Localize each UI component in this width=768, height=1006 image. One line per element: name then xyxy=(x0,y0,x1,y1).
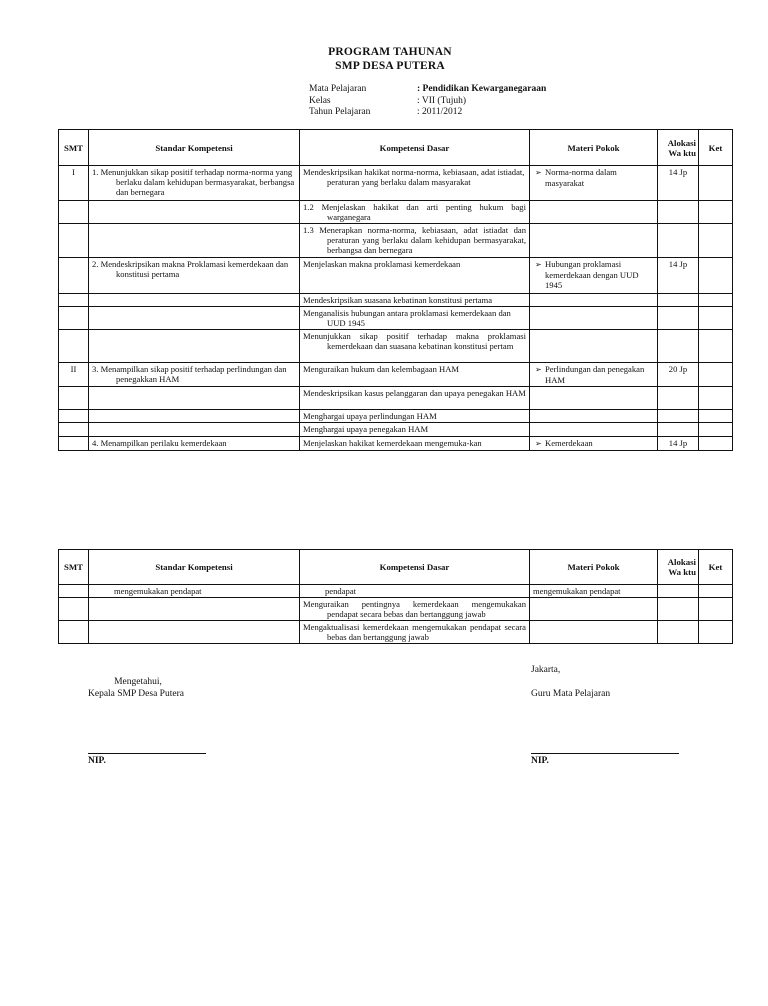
table-row xyxy=(59,201,733,224)
header-kompetensi-dasar: Kompetensi Dasar xyxy=(300,130,530,166)
cell-smt: I xyxy=(59,166,89,201)
cell-kd: Mendeskripsikan kasus pelanggaran dan upaya penegakan HAM xyxy=(300,387,530,410)
meta-year-value: : 2011/2012 xyxy=(417,107,463,117)
cell-sk: 3. Menampilkan sikap positif terhadap perlindungan dan penegakkan HAM xyxy=(89,363,300,387)
meta-year-label: Tahun Pelajaran xyxy=(309,107,371,117)
cell-mp: ➢ Kemerdekaan xyxy=(530,437,658,451)
table-row xyxy=(59,437,733,451)
meta-class-label: Kelas xyxy=(309,95,331,106)
meta-subject-value: : Pendidikan Kewarganegaraan xyxy=(417,84,547,94)
table-row xyxy=(59,307,733,330)
cell-kd: Mengaktualisasi kemerdekaan mengemukakan pendapat secara bebas dan bertanggung jawab xyxy=(300,621,530,644)
header-materi-pokok: Materi Pokok xyxy=(530,550,658,585)
signature-left-title: Kepala SMP Desa Putera xyxy=(88,689,184,699)
table-row xyxy=(59,621,733,644)
signature-right-underline xyxy=(531,753,679,754)
cell-kd: pendapat xyxy=(300,585,530,598)
cell-jp: 14 Jp xyxy=(658,258,699,294)
header-ket: Ket xyxy=(699,550,733,585)
cell-mp: ➢ Hubungan proklamasi kemerdekaan dengan UUD 1945 xyxy=(530,258,658,294)
meta-info xyxy=(309,84,546,119)
cell-smt: II xyxy=(59,363,89,387)
cell-mp: mengemukakan pendapat xyxy=(530,585,658,598)
header-materi-pokok: Materi Pokok xyxy=(530,130,658,166)
header-ket: Ket xyxy=(699,130,733,166)
cell-mp: ➢ Perlindungan dan penegakan HAM xyxy=(530,363,658,387)
header-smt: SMT xyxy=(59,550,89,585)
header-smt: SMT xyxy=(59,130,89,166)
table-row xyxy=(59,410,733,423)
signature-left-nip: NIP. xyxy=(88,756,106,766)
cell-kd: Menunjukkan sikap positif terhadap makna proklamasi kemerdekaan dan suasana kebatinan konstitusi pertam xyxy=(300,330,530,363)
table-row xyxy=(59,598,733,621)
signature-right-title: Guru Mata Pelajaran xyxy=(531,689,611,699)
header-standar-kompetensi: Standar Kompetensi xyxy=(89,550,300,585)
header-kompetensi-dasar: Kompetensi Dasar xyxy=(300,550,530,585)
signature-right-city: Jakarta, xyxy=(531,665,561,675)
school-name: SMP DESA PUTERA xyxy=(335,60,445,72)
program-table xyxy=(58,129,733,451)
table-header-row xyxy=(59,550,733,585)
signature-left xyxy=(88,676,188,688)
document-title: PROGRAM TAHUNAN xyxy=(328,46,452,58)
cell-ket xyxy=(699,166,733,201)
table-row xyxy=(59,423,733,437)
cell-kd: Menghargai upaya perlindungan HAM xyxy=(300,410,530,423)
signature-right-nip: NIP. xyxy=(531,756,549,766)
cell-kd: Menguraikan pentingnya kemerdekaan mengemukakan pendapat secara bebas dan bertanggung jawab xyxy=(300,598,530,621)
cell-kd: Menganalisis hubungan antara proklamasi kemerdekaan dan UUD 1945 xyxy=(300,307,530,330)
cell-jp: 14 Jp xyxy=(658,437,699,451)
meta-subject-label: Mata Pelajaran xyxy=(309,84,367,94)
cell-jp: 20 Jp xyxy=(658,363,699,387)
cell-kd: Menguraikan hukum dan kelembagaan HAM xyxy=(300,363,530,387)
table-row xyxy=(59,166,733,201)
cell-sk: 4. Menampilkan perilaku kemerdekaan xyxy=(89,437,300,451)
table-row xyxy=(59,224,733,258)
cell-kd: 1.3 Menerapkan norma-norma, kebiasaan, adat istiadat dan peraturan yang berlaku dalam kehidupan bermasyarakat, berbangsa dan bernegara xyxy=(300,224,530,258)
cell-kd: Menghargai upaya penegakan HAM xyxy=(300,423,530,437)
table-row xyxy=(59,294,733,307)
signature-left-underline xyxy=(88,753,206,754)
cell-kd: 1.2 Menjelaskan hakikat dan arti penting hukum bagi warganegara xyxy=(300,201,530,224)
table-row xyxy=(59,363,733,387)
table-row xyxy=(59,387,733,410)
cell-kd: Menjelaskan makna proklamasi kemerdekaan xyxy=(300,258,530,294)
meta-class xyxy=(309,96,546,108)
table-row xyxy=(59,258,733,294)
meta-subject xyxy=(309,84,546,96)
cell-sk: 1. Menunjukkan sikap positif terhadap norma-norma yang berlaku dalam kehidupan bermasyarakat, berbangsa dan bernegara xyxy=(89,166,300,201)
meta-class-value: : VII (Tujuh) xyxy=(417,95,467,106)
table-header-row xyxy=(59,130,733,166)
cell-mp: ➢ Norma-norma dalam masyarakat xyxy=(530,166,658,201)
table-row xyxy=(59,330,733,363)
header-alokasi-waktu: Alokasi Wa ktu xyxy=(658,550,699,585)
header-alokasi-waktu: Alokasi Wa ktu xyxy=(658,130,699,166)
signature-left-line1: Mengetahui, xyxy=(114,677,162,687)
cell-kd: Mendeskripsikan hakikat norma-norma, kebiasaan, adat istiadat, peraturan yang berlaku dalam masyarakat xyxy=(300,166,530,201)
header-standar-kompetensi: Standar Kompetensi xyxy=(89,130,300,166)
cell-kd: Menjelaskan hakikat kemerdekaan mengemuka-kan xyxy=(300,437,530,451)
cell-sk: 2. Mendeskripsikan makna Proklamasi kemerdekaan dan konstitusi pertama xyxy=(89,258,300,294)
table-row xyxy=(59,585,733,598)
cell-jp: 14 Jp xyxy=(658,166,699,201)
meta-year xyxy=(309,107,546,119)
program-table-continued xyxy=(58,549,733,644)
cell-kd: Mendeskripsikan suasana kebatinan konstitusi pertama xyxy=(300,294,530,307)
cell-sk: mengemukakan pendapat xyxy=(89,585,300,598)
